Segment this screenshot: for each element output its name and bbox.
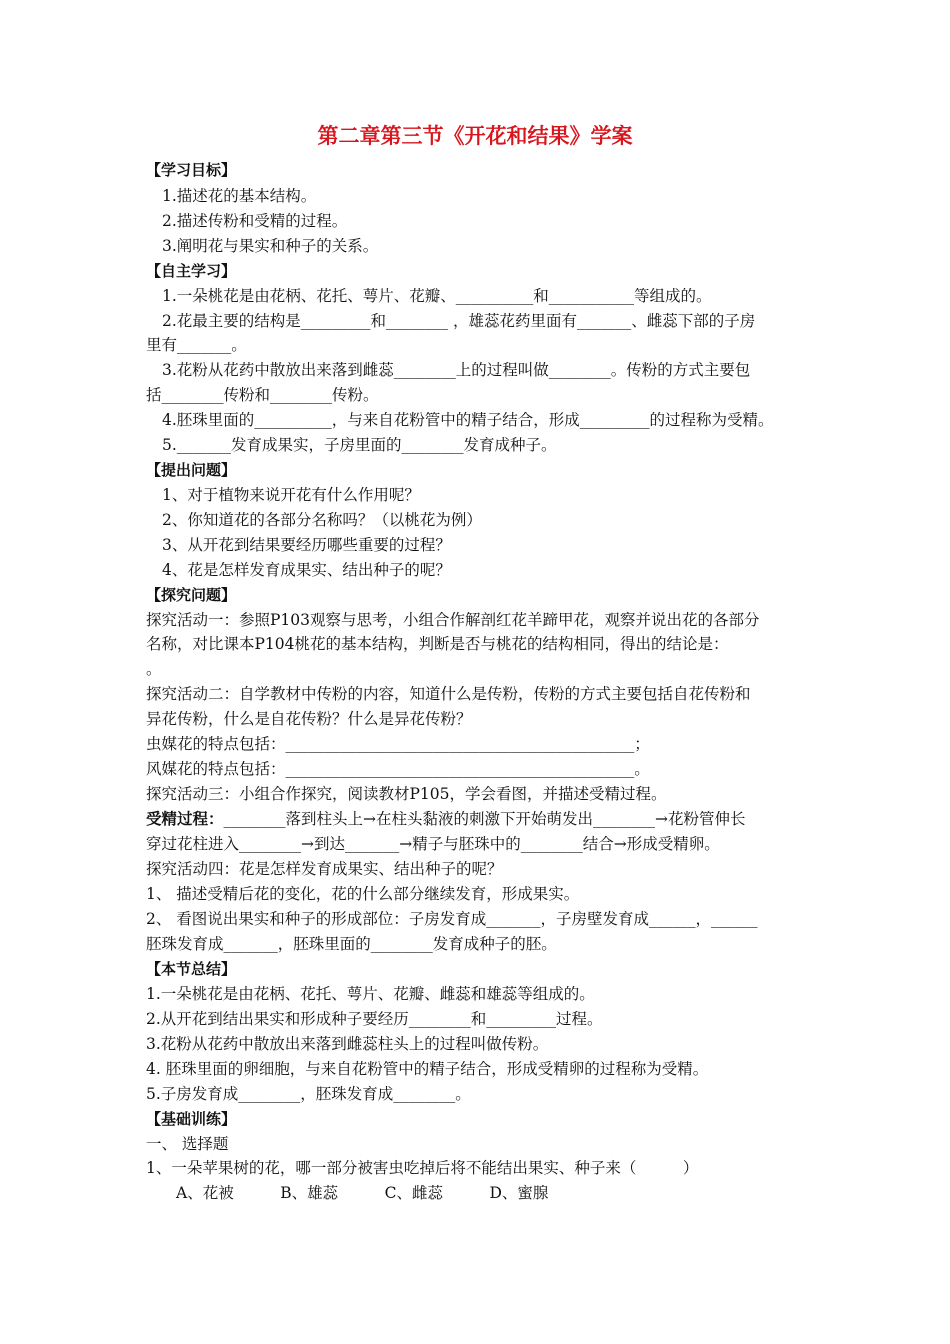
- inquiry-text: 。: [146, 660, 162, 678]
- exercise-type: 一、 选择题: [146, 1135, 229, 1153]
- fertilization-process-line: [146, 809, 746, 829]
- inquiry-text: 虫媒花的特点包括：_____________________________________________；: [146, 735, 650, 753]
- section-heading-inquiry: 【探究问题】: [146, 586, 237, 604]
- question-item: 4、花是怎样发育成果实、结出种子的呢？: [162, 561, 451, 579]
- section-heading-basic-training: 【基础训练】: [146, 1110, 237, 1128]
- self-study-item-continued: 里有_______。: [146, 336, 247, 354]
- section-heading-learning-goals: 【学习目标】: [146, 161, 237, 179]
- section-heading-questions: 【提出问题】: [146, 461, 237, 479]
- document-title: 第二章第三节《开花和结果》学案: [317, 124, 633, 148]
- goal-item: 3.阐明花与果实和种子的关系。: [162, 237, 379, 255]
- section-heading-self-study: 【自主学习】: [146, 262, 237, 280]
- exercise-question: 1、一朵苹果树的花，哪一部分被害虫吃掉后将不能结出果实、种子来（ ）: [146, 1159, 699, 1177]
- inquiry-text: 探究活动三：小组合作探究，阅读教材P105，学会看图，并描述受精过程。: [146, 785, 667, 803]
- exercise-options: A、花被 B、雄蕊 C、雌蕊 D、蜜腺: [176, 1184, 549, 1202]
- goal-item: 1.描述花的基本结构。: [162, 187, 317, 205]
- fertilization-process-label: 受精过程：: [146, 810, 224, 828]
- inquiry-text: 胚珠发育成_______，胚珠里面的________发育成种子的胚。: [146, 935, 557, 953]
- summary-item: 1.一朵桃花是由花柄、花托、萼片、花瓣、雌蕊和雄蕊等组成的。: [146, 985, 595, 1003]
- inquiry-text: 探究活动一：参照P103观察与思考，小组合作解剖红花羊蹄甲花，观察并说出花的各部分: [146, 611, 760, 629]
- fertilization-process-text: ________落到柱头上→在柱头黏液的刺激下开始萌发出________→花粉管伸长: [223, 810, 746, 828]
- section-heading-summary: 【本节总结】: [146, 960, 237, 978]
- inquiry-text: 探究活动四：花是怎样发育成果实、结出种子的呢？: [146, 860, 503, 878]
- self-study-item: 3.花粉从花药中散放出来落到雌蕊________上的过程叫做________。传粉的方式主要包: [162, 361, 751, 379]
- self-study-item: 5._______发育成果实，子房里面的________发育成种子。: [162, 436, 557, 454]
- question-item: 3、从开花到结果要经历哪些重要的过程？: [162, 536, 451, 554]
- inquiry-text: 名称，对比课本P104桃花的基本结构，判断是否与桃花的结构相同，得出的结论是：: [146, 635, 729, 653]
- self-study-item: 2.花最主要的结构是_________和________ ，雄蕊花药里面有_______、雌蕊下部的子房: [162, 312, 756, 330]
- inquiry-text: 异花传粉，什么是自花传粉？什么是异花传粉？: [146, 710, 472, 728]
- goal-item: 2.描述传粉和受精的过程。: [162, 212, 348, 230]
- inquiry-text: 风媒花的特点包括：_____________________________________________。: [146, 760, 650, 778]
- self-study-item: 1.一朵桃花是由花柄、花托、萼片、花瓣、__________和___________等组成的。: [162, 287, 712, 305]
- question-item: 1、对于植物来说开花有什么作用呢？: [162, 486, 420, 504]
- question-item: 2、你知道花的各部分名称吗？（以桃花为例）: [162, 511, 482, 529]
- inquiry-text: 2、 看图说出果实和种子的形成部位：子房发育成_______，子房壁发育成______，______: [146, 910, 758, 928]
- inquiry-text: 穿过花柱进入________→到达_______→精子与胚珠中的________结合→形成受精卵。: [146, 835, 720, 853]
- summary-item: 3.花粉从花药中散放出来落到雌蕊柱头上的过程叫做传粉。: [146, 1035, 549, 1053]
- inquiry-text: 探究活动二：自学教材中传粉的内容，知道什么是传粉，传粉的方式主要包括自花传粉和: [146, 685, 751, 703]
- self-study-item: 4.胚珠里面的__________，与来自花粉管中的精子结合，形成_________的过程称为受精。: [162, 411, 774, 429]
- summary-item: 4. 胚珠里面的卵细胞，与来自花粉管中的精子结合，形成受精卵的过程称为受精。: [146, 1060, 709, 1078]
- inquiry-text: 1、 描述受精后花的变化，花的什么部分继续发育，形成果实。: [146, 885, 580, 903]
- summary-item: 2.从开花到结出果实和形成种子要经历________和_________过程。: [146, 1010, 603, 1028]
- self-study-item-continued: 括________传粉和________传粉。: [146, 386, 379, 404]
- summary-item: 5.子房发育成________，胚珠发育成________。: [146, 1085, 471, 1103]
